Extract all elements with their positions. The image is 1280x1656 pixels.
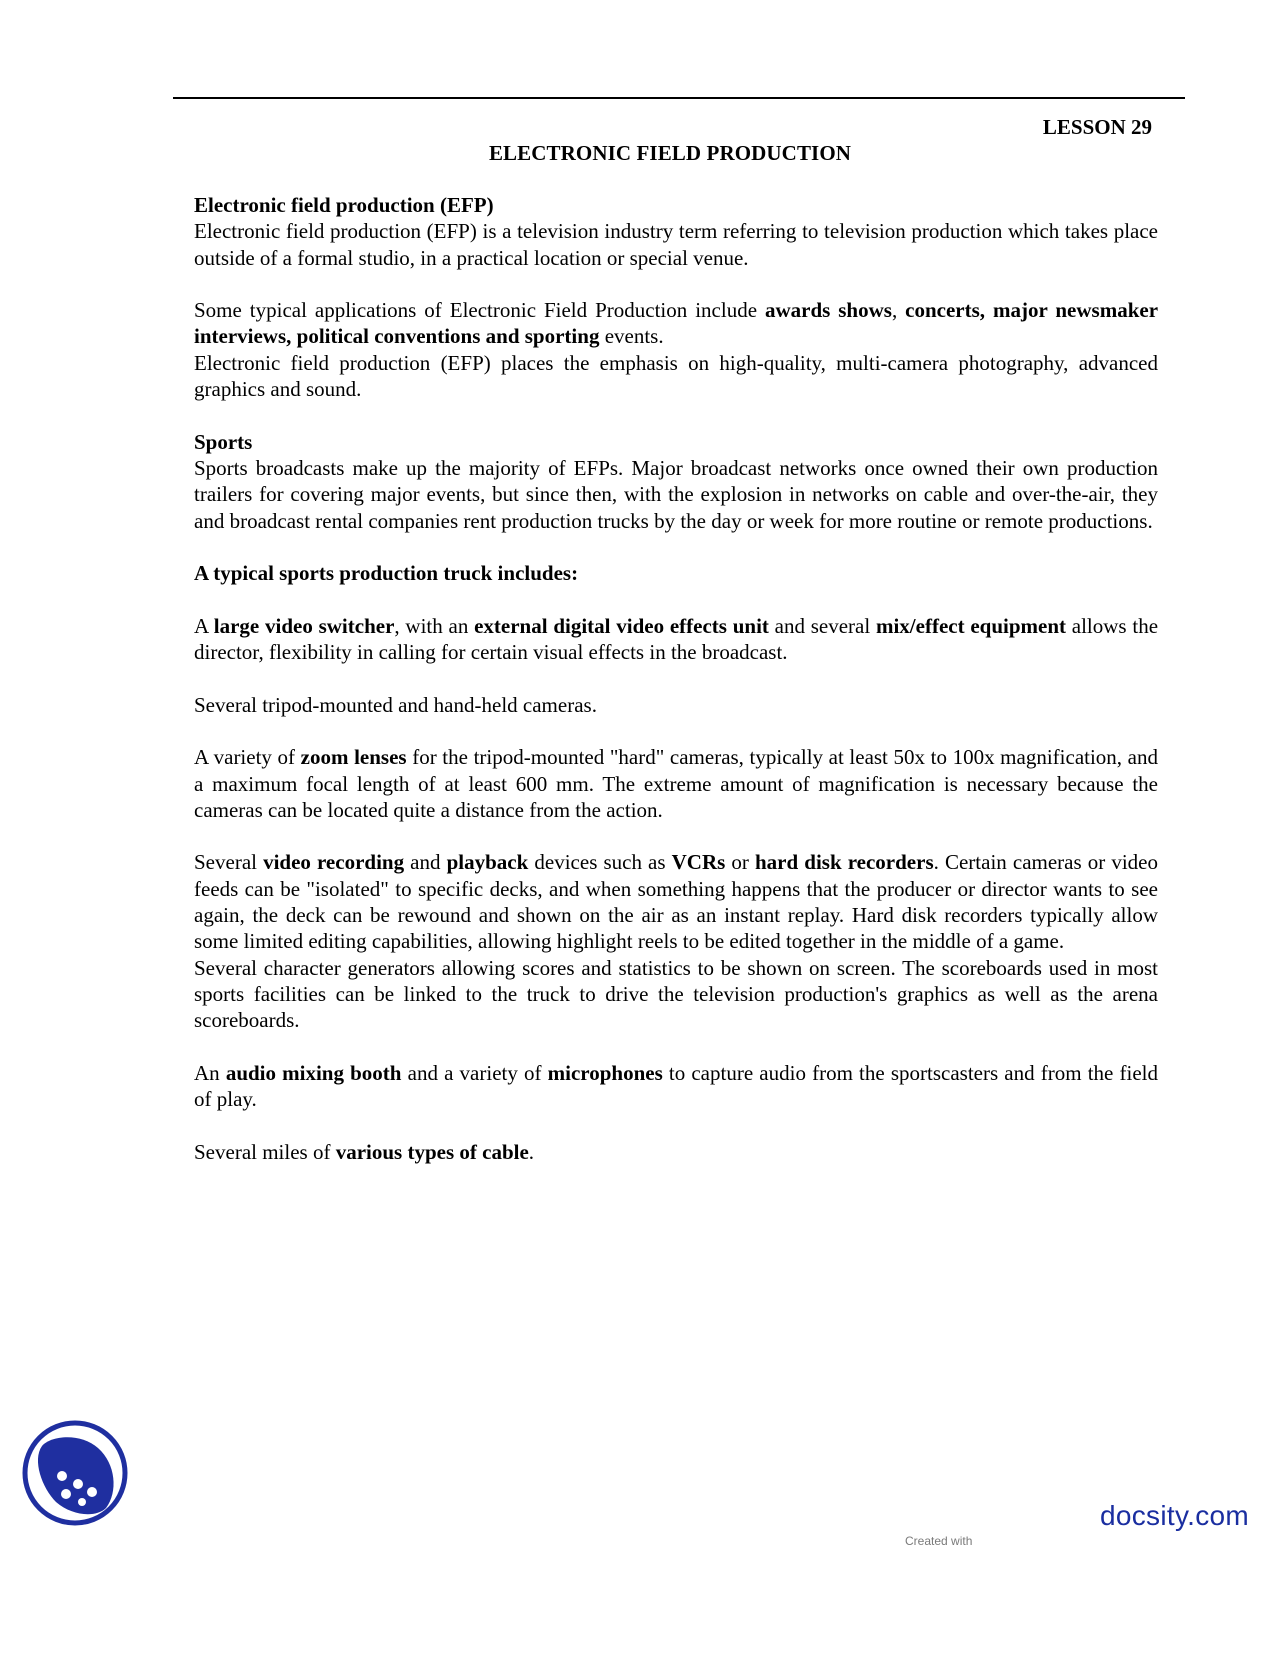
- efp-emphasis-paragraph: Electronic field production (EFP) places the emphasis on high-quality, multi-camera photography, advanced graphics and sound.: [194, 350, 1158, 402]
- lenses-paragraph: A variety of zoom lenses for the tripod-mounted "hard" cameras, typically at least 50x to 100x magnification, and a maximum focal length of at least 600 mm. The extreme amount of magnification is necessary because the cameras can be located quite a distance from the action.: [194, 745, 1158, 822]
- header-rule: [173, 97, 1185, 99]
- lesson-number: LESSON 29: [1042, 115, 1152, 139]
- recording-paragraph: Several video recording and playback devices such as VCRs or hard disk recorders. Certain cameras or video feeds can be "isolated" to specific decks, and when something happens that the producer or director wants to see again, the deck can be rewound and shown on the air as an instant replay. Hard disk recorders typically allow some limited editing capabilities, allowing highlight reels to be edited together in the middle of a game.: [194, 850, 1158, 954]
- sports-paragraph: Sports broadcasts make up the majority of EFPs. Major broadcast networks once owned their own production trailers for covering major events, but since then, with the explosion in networks on cable and over-the-air, they and broadcast rental companies rent production trucks by the day or week for more routine or remote productions.: [194, 455, 1158, 533]
- efp-definition-paragraph: Electronic field production (EFP) is a television industry term referring to television production which takes place outside of a formal studio, in a practical location or special venue.: [194, 219, 1158, 270]
- efp-applications-paragraph: Some typical applications of Electronic Field Production include awards shows, concerts, major newsmaker interviews, political conventions and sporting events.: [194, 298, 1159, 349]
- sports-heading: Sports: [194, 429, 253, 454]
- audio-paragraph: An audio mixing booth and a variety of microphones to capture audio from the sportscasters and from the field of play.: [194, 1060, 1158, 1112]
- character-generator-paragraph: Several character generators allowing scores and statistics to be shown on screen. The scoreboards used in most sports facilities can be linked to the truck to drive the television production's graphics as well as the arena scoreboards.: [194, 955, 1158, 1033]
- docsity-brand-link[interactable]: docsity.com: [1100, 1500, 1250, 1531]
- docsity-logo-icon: [20, 1418, 130, 1528]
- page-title: ELECTRONIC FIELD PRODUCTION: [488, 141, 852, 165]
- efp-heading: Electronic field production (EFP): [194, 193, 494, 217]
- created-with-label: Created with: [905, 1534, 973, 1548]
- switcher-paragraph: A large video switcher, with an external digital video effects unit and several mix/effect equipment allows the director, flexibility in calling for certain visual effects in the broadcast.: [194, 613, 1159, 665]
- cameras-paragraph: Several tripod-mounted and hand-held cameras.: [194, 692, 597, 717]
- document-body: [194, 192, 1158, 1165]
- cable-paragraph: Several miles of various types of cable.: [194, 1139, 535, 1164]
- truck-heading: A typical sports production truck includes:: [194, 561, 579, 586]
